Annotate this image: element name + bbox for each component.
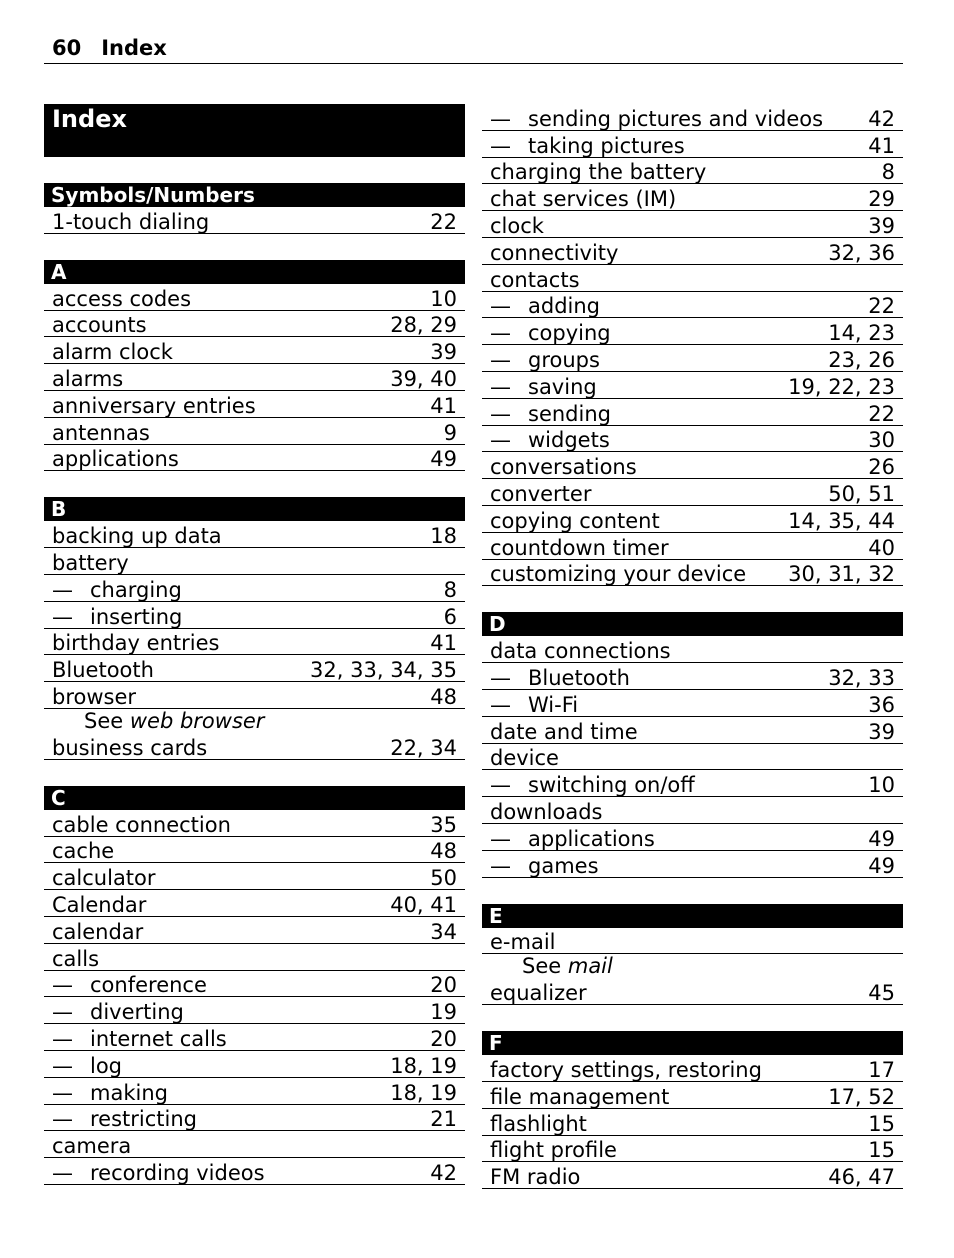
index-entry bbox=[482, 1082, 903, 1109]
entry-pages: 18 bbox=[430, 524, 457, 549]
index-subentry bbox=[482, 345, 903, 372]
entry-term: — sending pictures and videos bbox=[490, 108, 823, 130]
entry-pages: 45 bbox=[868, 981, 895, 1006]
index-entry bbox=[482, 636, 903, 663]
entry-term: business cards bbox=[52, 735, 208, 760]
entry-pages: 30, 31, 32 bbox=[788, 562, 895, 587]
see-target: mail bbox=[567, 954, 613, 979]
entry-term: — adding bbox=[490, 295, 600, 317]
entry-pages: 42 bbox=[430, 1160, 457, 1185]
entry-term: conversations bbox=[490, 455, 637, 480]
entry-term: — games bbox=[490, 855, 599, 877]
entry-term: camera bbox=[52, 1134, 132, 1159]
index-subentry bbox=[482, 851, 903, 878]
entry-pages: 22 bbox=[868, 294, 895, 319]
index-entry bbox=[44, 418, 465, 445]
entry-pages: 17 bbox=[868, 1057, 895, 1082]
index-entry bbox=[482, 1055, 903, 1082]
entry-term: FM radio bbox=[490, 1165, 581, 1190]
entry-term: device bbox=[490, 746, 559, 771]
entry-pages: 41 bbox=[430, 393, 457, 418]
entry-term: backing up data bbox=[52, 524, 222, 549]
entry-term: equalizer bbox=[490, 981, 587, 1006]
index-subentry bbox=[482, 663, 903, 690]
entry-term: antennas bbox=[52, 420, 150, 445]
entry-term: — Bluetooth bbox=[490, 667, 630, 689]
see-label: See bbox=[522, 954, 562, 979]
index-entry bbox=[482, 452, 903, 479]
entry-term: calculator bbox=[52, 866, 156, 891]
index-entry bbox=[482, 265, 903, 292]
entry-term: calendar bbox=[52, 919, 144, 944]
entry-pages: 19 bbox=[430, 1000, 457, 1025]
entry-pages: 34 bbox=[430, 919, 457, 944]
entry-pages: 15 bbox=[868, 1111, 895, 1136]
entry-pages: 41 bbox=[868, 133, 895, 158]
entry-term: browser bbox=[52, 684, 137, 709]
index-subentry bbox=[482, 318, 903, 345]
index-subentry bbox=[44, 997, 465, 1024]
entry-pages: 32, 33, 34, 35 bbox=[310, 658, 457, 683]
entry-pages: 48 bbox=[430, 684, 457, 709]
entry-term: countdown timer bbox=[490, 535, 669, 560]
entry-pages: 9 bbox=[443, 420, 457, 445]
entry-term: anniversary entries bbox=[52, 393, 256, 418]
entry-pages: 19, 22, 23 bbox=[788, 374, 895, 399]
index-entry bbox=[44, 311, 465, 338]
entry-term: — charging bbox=[52, 579, 182, 601]
index-entry bbox=[482, 1162, 903, 1189]
index-subentry bbox=[44, 1024, 465, 1051]
page-number: 60 bbox=[52, 36, 82, 60]
entry-pages: 36 bbox=[868, 692, 895, 717]
entry-term: — saving bbox=[490, 376, 597, 398]
entry-pages: 32, 36 bbox=[828, 240, 895, 265]
index-subentry bbox=[482, 131, 903, 158]
entry-term: chat services (IM) bbox=[490, 187, 677, 212]
entry-pages: 39, 40 bbox=[390, 366, 457, 391]
entry-pages: 40 bbox=[868, 535, 895, 560]
entry-term: applications bbox=[52, 447, 179, 472]
letter-heading: E bbox=[482, 904, 903, 928]
entry-pages: 14, 35, 44 bbox=[788, 508, 895, 533]
index-subentry bbox=[482, 372, 903, 399]
index-subentry bbox=[44, 1078, 465, 1105]
index-entry bbox=[44, 890, 465, 917]
entry-term: date and time bbox=[490, 719, 638, 744]
index-entry bbox=[44, 810, 465, 837]
index-entry bbox=[482, 506, 903, 533]
index-entry bbox=[482, 1109, 903, 1136]
letter-heading: D bbox=[482, 612, 903, 636]
entry-term: accounts bbox=[52, 313, 147, 338]
index-entry bbox=[482, 928, 903, 955]
entry-term: — Wi-Fi bbox=[490, 694, 578, 716]
entry-term: — recording videos bbox=[52, 1162, 265, 1184]
index-entry bbox=[482, 797, 903, 824]
entry-pages: 6 bbox=[443, 604, 457, 629]
entry-pages: 14, 23 bbox=[828, 321, 895, 346]
index-entry bbox=[482, 744, 903, 771]
entry-term: customizing your device bbox=[490, 562, 747, 587]
index-entry bbox=[44, 207, 465, 234]
entry-pages: 42 bbox=[868, 106, 895, 131]
entry-pages: 50 bbox=[430, 866, 457, 891]
entry-term: cable connection bbox=[52, 812, 231, 837]
entry-term: birthday entries bbox=[52, 631, 220, 656]
index-entry bbox=[44, 521, 465, 548]
entry-pages: 8 bbox=[881, 160, 895, 185]
index-entry bbox=[482, 184, 903, 211]
entry-term: clock bbox=[490, 213, 544, 238]
entry-pages: 26 bbox=[868, 455, 895, 480]
index-entry bbox=[44, 629, 465, 656]
index-entry bbox=[482, 533, 903, 560]
index-subentry bbox=[44, 602, 465, 629]
index-entry bbox=[482, 479, 903, 506]
index-entry bbox=[482, 717, 903, 744]
entry-pages: 18, 19 bbox=[390, 1080, 457, 1105]
letter-heading: A bbox=[44, 260, 465, 284]
index-entry bbox=[482, 560, 903, 587]
index-subentry bbox=[482, 104, 903, 131]
index-subentry bbox=[44, 1158, 465, 1185]
entry-pages: 15 bbox=[868, 1138, 895, 1163]
entry-pages: 22 bbox=[430, 209, 457, 234]
index-entry bbox=[482, 158, 903, 185]
see-target: web browser bbox=[129, 708, 265, 733]
entry-pages: 22 bbox=[868, 401, 895, 426]
entry-pages: 49 bbox=[430, 447, 457, 472]
running-head bbox=[52, 36, 167, 60]
entry-term: file management bbox=[490, 1084, 670, 1109]
entry-pages: 30 bbox=[868, 428, 895, 453]
entry-pages: 49 bbox=[868, 853, 895, 878]
entry-term: alarms bbox=[52, 366, 124, 391]
index-entry bbox=[44, 364, 465, 391]
entry-pages: 49 bbox=[868, 826, 895, 851]
index-entry bbox=[482, 1136, 903, 1163]
index-subentry bbox=[44, 971, 465, 998]
header-rule bbox=[44, 63, 903, 64]
entry-term: battery bbox=[52, 550, 129, 575]
entry-term: access codes bbox=[52, 286, 192, 311]
entry-pages: 50, 51 bbox=[828, 481, 895, 506]
index-entry bbox=[44, 837, 465, 864]
entry-pages: 20 bbox=[430, 1026, 457, 1051]
entry-pages: 35 bbox=[430, 812, 457, 837]
index-entry bbox=[44, 917, 465, 944]
entry-term: data connections bbox=[490, 639, 671, 664]
entry-pages: 41 bbox=[430, 631, 457, 656]
running-title: Index bbox=[101, 36, 167, 60]
entry-term: — copying bbox=[490, 322, 611, 344]
entry-term: Calendar bbox=[52, 892, 147, 917]
see-reference bbox=[482, 954, 903, 978]
index-subentry bbox=[482, 770, 903, 797]
entry-term: — inserting bbox=[52, 606, 182, 628]
entry-term: connectivity bbox=[490, 240, 619, 265]
see-reference bbox=[44, 709, 465, 733]
entry-term: — log bbox=[52, 1055, 122, 1077]
index-title: Index bbox=[44, 104, 465, 157]
entry-pages: 48 bbox=[430, 839, 457, 864]
index-subentry bbox=[482, 824, 903, 851]
entry-term: contacts bbox=[490, 267, 580, 292]
index-entry bbox=[44, 682, 465, 709]
entry-term: — making bbox=[52, 1082, 168, 1104]
see-label: See bbox=[84, 708, 124, 733]
entry-term: flashlight bbox=[490, 1111, 587, 1136]
index-entry bbox=[44, 337, 465, 364]
entry-pages: 39 bbox=[430, 340, 457, 365]
index-entry bbox=[482, 238, 903, 265]
entry-pages: 28, 29 bbox=[390, 313, 457, 338]
entry-term: Bluetooth bbox=[52, 658, 154, 683]
index-subentry bbox=[482, 426, 903, 453]
entry-pages: 39 bbox=[868, 719, 895, 744]
index-entry bbox=[44, 863, 465, 890]
entry-term: — diverting bbox=[52, 1001, 184, 1023]
entry-pages: 18, 19 bbox=[390, 1053, 457, 1078]
entry-pages: 10 bbox=[868, 773, 895, 798]
letter-heading: B bbox=[44, 497, 465, 521]
entry-term: flight profile bbox=[490, 1138, 617, 1163]
index-subentry bbox=[44, 1051, 465, 1078]
entry-term: copying content bbox=[490, 508, 660, 533]
index-entry bbox=[44, 944, 465, 971]
entry-term: 1-touch dialing bbox=[52, 209, 210, 234]
index-entry bbox=[44, 548, 465, 575]
index-subentry bbox=[44, 1105, 465, 1132]
index-subentry bbox=[482, 690, 903, 717]
entry-term: factory settings, restoring bbox=[490, 1057, 762, 1082]
entry-term: — restricting bbox=[52, 1108, 197, 1130]
entry-term: — internet calls bbox=[52, 1028, 227, 1050]
entry-term: — groups bbox=[490, 349, 600, 371]
entry-term: converter bbox=[490, 481, 592, 506]
entry-term: downloads bbox=[490, 799, 603, 824]
index-entry bbox=[44, 391, 465, 418]
entry-term: — taking pictures bbox=[490, 135, 685, 157]
entry-pages: 32, 33 bbox=[828, 665, 895, 690]
entry-term: charging the battery bbox=[490, 160, 707, 185]
index-subentry bbox=[44, 575, 465, 602]
entry-term: — applications bbox=[490, 828, 655, 850]
entry-pages: 17, 52 bbox=[828, 1084, 895, 1109]
index-subentry bbox=[482, 399, 903, 426]
entry-pages: 39 bbox=[868, 213, 895, 238]
entry-term: calls bbox=[52, 946, 100, 971]
entry-pages: 29 bbox=[868, 187, 895, 212]
entry-pages: 10 bbox=[430, 286, 457, 311]
entry-term: e-mail bbox=[490, 930, 556, 955]
entry-term: — conference bbox=[52, 974, 207, 996]
index-entry bbox=[44, 655, 465, 682]
entry-term: — sending bbox=[490, 403, 611, 425]
entry-term: alarm clock bbox=[52, 340, 173, 365]
index-subentry bbox=[482, 292, 903, 319]
index-column-left bbox=[44, 104, 465, 1185]
entry-pages: 8 bbox=[443, 577, 457, 602]
entry-pages: 46, 47 bbox=[828, 1165, 895, 1190]
letter-heading: F bbox=[482, 1031, 903, 1055]
entry-term: — widgets bbox=[490, 429, 610, 451]
entry-pages: 23, 26 bbox=[828, 347, 895, 372]
entry-term: cache bbox=[52, 839, 115, 864]
entry-pages: 20 bbox=[430, 973, 457, 998]
index-entry bbox=[44, 733, 465, 760]
index-entry bbox=[482, 978, 903, 1005]
entry-term: — switching on/off bbox=[490, 774, 695, 796]
index-entry bbox=[44, 445, 465, 472]
index-column-right bbox=[482, 104, 903, 1189]
index-entry bbox=[482, 211, 903, 238]
entry-pages: 40, 41 bbox=[390, 892, 457, 917]
entry-pages: 22, 34 bbox=[390, 735, 457, 760]
index-entry bbox=[44, 284, 465, 311]
entry-pages: 21 bbox=[430, 1107, 457, 1132]
letter-heading: C bbox=[44, 786, 465, 810]
index-entry bbox=[44, 1131, 465, 1158]
letter-heading: Symbols/Numbers bbox=[44, 183, 465, 207]
